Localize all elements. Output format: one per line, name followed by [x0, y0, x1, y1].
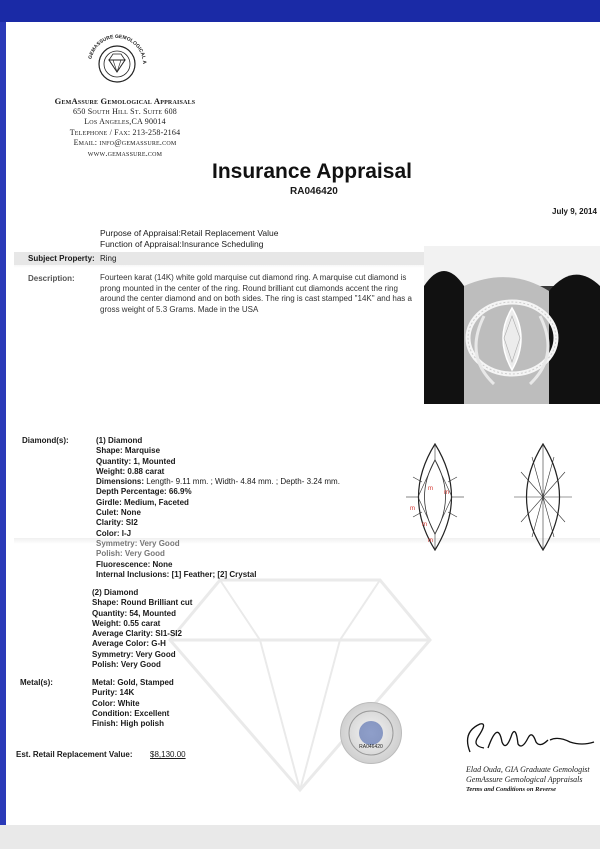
metal-purity: Purity: 14K [92, 688, 135, 698]
diamond2-avg-color: Average Color: G-H [92, 639, 166, 649]
ring-photo [424, 246, 600, 404]
scan-border-left [0, 22, 6, 849]
estimate-value: $8,130.00 [150, 750, 186, 759]
subject-label: Subject Property: [28, 254, 95, 263]
diamond1-fluorescence: Fluorescence: None [96, 559, 173, 569]
estimate-label: Est. Retail Replacement Value: [16, 750, 133, 759]
signature-block [466, 765, 590, 795]
company-website: www.gemassure.com [87, 148, 163, 158]
company-address-line2: Los Angeles,CA 90014 [84, 117, 166, 126]
diamond1-weight: Weight: 0.88 carat [96, 466, 165, 476]
terms-note: Terms and Conditions on Reverse [466, 786, 557, 793]
metal-color: Color: White [92, 698, 140, 708]
diamond2-shape: Shape: Round Brilliant cut [92, 598, 193, 608]
appraisal-date: July 9, 2014 [552, 207, 597, 216]
diamonds-label: Diamond(s): [22, 436, 69, 445]
diamond1-dimensions-label: Dimensions: [96, 477, 145, 487]
function-of-appraisal: Function of Appraisal:Insurance Scheduling [100, 239, 264, 249]
company-phone: Telephone / Fax: 213-258-2164 [69, 127, 181, 137]
signature-company: GemAssure Gemological Appraisals [466, 775, 583, 784]
document-title: Insurance Appraisal [212, 160, 412, 183]
hologram-seal [340, 702, 402, 764]
diamond1-clarity: Clarity: SI2 [96, 518, 138, 528]
diamond1-color: Color: I-J [96, 528, 132, 538]
diamond1-header: (1) Diamond [96, 436, 143, 445]
marquise-plot-top-icon [400, 442, 470, 552]
diamond1-girdle: Girdle: Medium, Faceted [96, 497, 189, 507]
inclusion-mark: m [410, 506, 415, 512]
hologram-icon [341, 703, 401, 763]
scan-border-bottom [0, 825, 600, 849]
inclusion-mark: m [422, 522, 427, 528]
diamond2-quantity: Quantity: 54, Mounted [92, 608, 176, 618]
diamond1-quantity: Quantity: 1, Mounted [96, 456, 176, 466]
diamond1-inclusions: Internal Inclusions: [1] Feather; [2] Crystal [96, 569, 257, 579]
diamond1-dimensions: Length- 9.11 mm. ; Width- 4.84 mm. ; Depth- 3.24 mm. [144, 477, 340, 487]
description-text: Fourteen karat (14K) white gold marquise cut diamond ring. A marquise cut diamond is prong mounted in the center of the ring. Round brilliant cut diamonds accent the ring around the center diamond and on both sides. The ring is cast stamped "14K" and has a gross weight of 5.3 Grams. Made in the USA [100, 273, 412, 314]
gemassure-logo-icon [82, 34, 152, 90]
handwritten-signature [458, 712, 598, 762]
metal-label: Metal(s): [20, 678, 53, 687]
subject-value: Ring [100, 254, 117, 263]
diamond1-polish: Polish: Very Good [96, 549, 165, 559]
diamond2-polish: Polish: Very Good [92, 660, 161, 670]
metal-details [92, 678, 174, 729]
metal-type: Metal: Gold, Stamped [92, 678, 174, 687]
diamond2-avg-clarity: Average Clarity: SI1-SI2 [92, 629, 182, 639]
diamond2-weight: Weight: 0.55 carat [92, 618, 161, 628]
hologram-code: RA046420 [359, 744, 383, 750]
diamond1-culet: Culet: None [96, 508, 141, 518]
diamond2-details [92, 588, 312, 670]
diamond1-details [96, 436, 396, 580]
appraisal-number: RA046420 [290, 186, 338, 197]
marquise-plot-bottom-icon [508, 442, 578, 552]
purpose-block [100, 228, 278, 250]
metal-condition: Condition: Excellent [92, 708, 170, 718]
company-header [30, 96, 220, 159]
diamond1-shape: Shape: Marquise [96, 446, 161, 456]
diamond2-symmetry: Symmetry: Very Good [92, 649, 176, 659]
company-email: Email: info@gemassure.com [73, 138, 177, 147]
metal-finish: Finish: High polish [92, 719, 164, 729]
diamond1-depth: Depth Percentage: 66.9% [96, 487, 192, 497]
gemologist-name: Elad Ouda, GIA Graduate Gemologist [466, 765, 590, 774]
scan-border-top [0, 0, 600, 22]
description-label: Description: [28, 274, 75, 283]
company-address-line1: 650 South Hill St. Suite 608 [72, 106, 178, 116]
diamond1-symmetry: Symmetry: Very Good [96, 538, 180, 548]
purpose-of-appraisal: Purpose of Appraisal:Retail Replacement Value [100, 228, 279, 238]
company-name: GemAssure Gemological Appraisals [54, 96, 196, 106]
inclusion-mark: m [428, 538, 433, 544]
inclusion-mark: m [428, 486, 433, 492]
diamond2-header: (2) Diamond [92, 588, 139, 597]
svg-text:GEMASSURE GEMOLOGICAL APPRAISA: GEMASSURE GEMOLOGICAL A [87, 34, 148, 65]
inclusion-mark: m [444, 490, 449, 496]
